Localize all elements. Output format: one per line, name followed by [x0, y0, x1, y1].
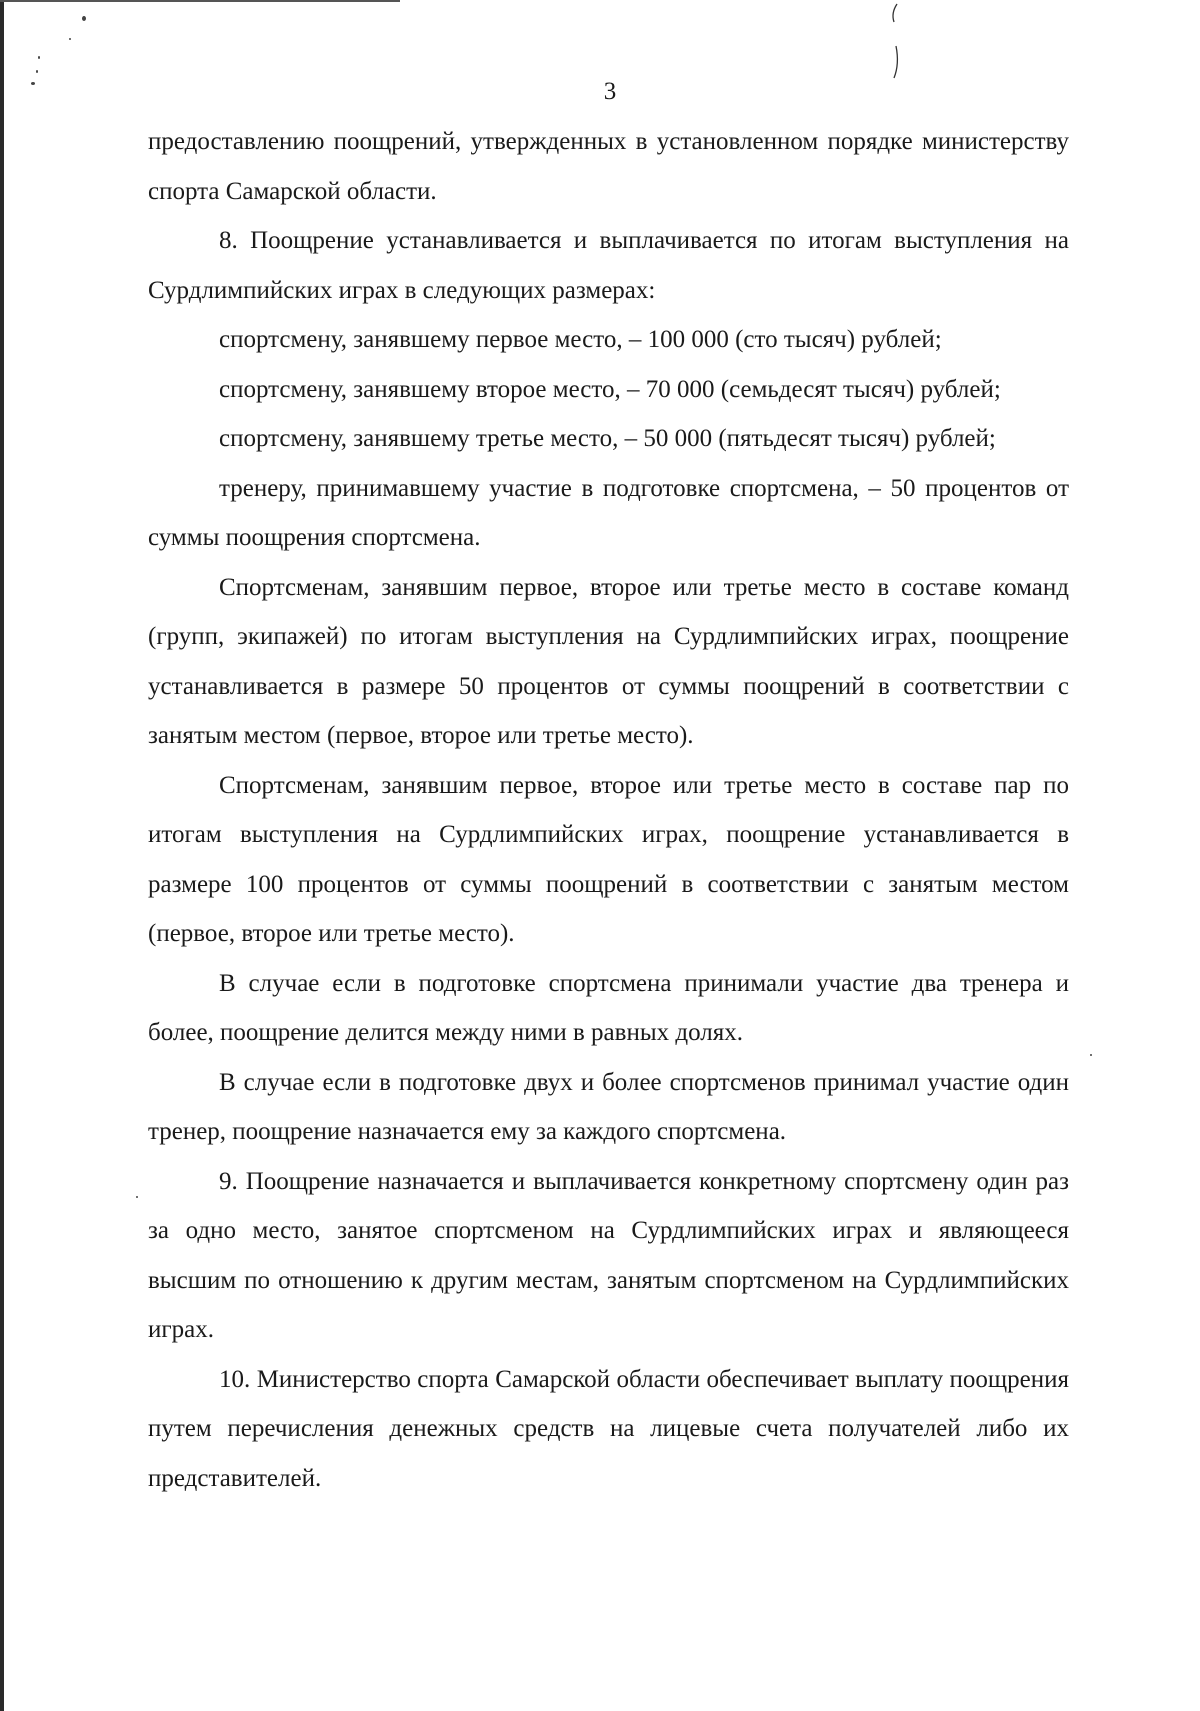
paragraph: тренеру, принимавшему участие в подготовке спортсмена, – 50 процентов от суммы поощрения спортсмена.: [148, 474, 1069, 551]
paragraph: В случае если в подготовке двух и более спортсменов принимал участие один тренер, поощрение назначается ему за каждого спортсмена.: [148, 1068, 1069, 1145]
paragraph: спортсмену, занявшему третье место, – 50 000 (пятьдесят тысяч) рублей;: [219, 425, 996, 452]
document-body: [148, 117, 1069, 1503]
scan-edge-left: [0, 0, 4, 1711]
paragraph: В случае если в подготовке спортсмена принимали участие два тренера и более, поощрение делится между ними в равных долях.: [148, 969, 1069, 1046]
scan-speck: [38, 56, 40, 59]
paragraph: предоставлению поощрений, утвержденных в установленном порядке министерству спорта Самарской области.: [148, 128, 1069, 205]
paragraph: спортсмену, занявшему первое место, – 100 000 (сто тысяч) рублей;: [219, 326, 942, 353]
paragraph: Спортсменам, занявшим первое, второе или третье место в составе команд (групп, экипажей) по итогам выступления на Сурдлимпийских играх, поощрение устанавливается в размере 50 процентов от суммы поощрений в соответствии с занятым местом (первое, второе или третье место).: [148, 573, 1069, 749]
paragraph: 9. Поощрение назначается и выплачивается конкретному спортсмену один раз за одно место, занятое спортсменом на Сурдлимпийских играх и являющееся высшим по отношению к другим местам, занятым спортсменом на Сурдлимпийских играх.: [148, 1167, 1069, 1343]
scan-speck: [136, 1196, 138, 1198]
handwritten-bracket-mark: [888, 2, 902, 80]
scan-speck: [36, 70, 38, 73]
paragraph: Спортсменам, занявшим первое, второе или третье место в составе пар по итогам выступления на Сурдлимпийских играх, поощрение устанавливается в размере 100 процентов от суммы поощрений в соответствии с занятым местом (первое, второе или третье место).: [148, 771, 1069, 947]
scan-speck: [69, 38, 71, 40]
paragraph: 10. Министерство спорта Самарской области обеспечивает выплату поощрения путем перечисления денежных средств на лицевые счета получателей либо их представителей.: [148, 1365, 1069, 1492]
scan-speck: [82, 16, 86, 21]
paragraph: 8. Поощрение устанавливается и выплачивается по итогам выступления на Сурдлимпийских играх в следующих размерах:: [148, 227, 1069, 304]
page-number: 3: [603, 78, 617, 105]
scan-edge-top: [0, 0, 400, 2]
scan-speck: [1090, 1054, 1092, 1056]
paragraph: спортсмену, занявшему второе место, – 70 000 (семьдесят тысяч) рублей;: [219, 375, 1001, 403]
